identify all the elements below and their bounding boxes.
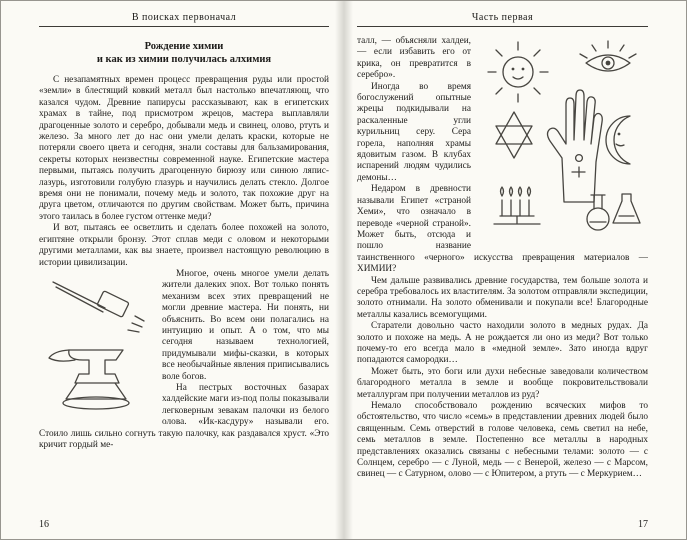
hammer-anvil-illustration: [39, 272, 153, 416]
hammer-icon: [53, 282, 144, 332]
candles-icon: [494, 187, 540, 224]
paragraph: Недаром в древности называли Египет «страной Хеми», что означало в переводе «черной страной». Может быть, отсюда и пошло название таинственного «черного» искусства превращения материалов — ХИМИИ?: [357, 184, 648, 275]
paragraph: Может быть, это боги или духи небесные заведовали количеством благородного металла в земле и вообще покровительствовали металлургам при получении металлов из руд?: [357, 366, 648, 400]
anvil-icon: [49, 350, 129, 409]
paragraph: С незапамятных времен процесс превращения руды или простой «земли» в блестящий ковкий металл был настолько впечатляющ, что казался чудом. Древние папирусы рассказывают, как в египетских храмах в тайне, под присмотром жрецов, мастера выплавляли драгоценные золото и серебро, добывали медь и свинец, олово, ртуть и железо. За много лет до нас они умели делать краски, которые не потеряли своего цвета и сегодня, знали составы для бальзамирования, секреты которых неизвестны современной науке. Египетские мастера первыми, пытаясь получить драгоценную бирюзу или синюю ляпис-лазурь, изготовили голубую глазурь и научились делать стекло. Долгое время они не понимали, почему медь и золото, так похожие друг на друга цветом, отличаются по другим свойствам. Может быть, причина этого таилась в более густом оттенке меди?: [39, 75, 329, 222]
running-head-right-text: Часть первая: [471, 12, 534, 23]
alchemy-illustration: [480, 36, 648, 236]
running-head-left: [39, 12, 329, 27]
paragraph-continuation: талл, — объясняли халдеи, — если избавить его от крика, он превратится в серебро».: [357, 36, 471, 81]
all-seeing-eye-icon: [580, 41, 636, 71]
running-head-rule: [39, 26, 329, 27]
paragraph: Иногда во время богослужений опытные жрецы подкидывали на раскаленные угли курильниц серу. Сера горела, наполняя храмы ядовитым газом. В клубах испарений людям чудились демоны…: [357, 81, 471, 183]
paragraph: Немало способствовало рождению всяческих мифов то обстоятельство, что число «семь» в представлении древних людей было священным. Семь отверстий в голове человека, семь светил на небе, семь металлов в земле. Постепенно все металлы в народных представлениях оказались связаны с небесными телами: золото — с Солнцем, серебро — с Луной, медь — с Венерой, железо — с Марсом, свинец — с Сатурном, олово — с Юпитером, а ртуть — с Меркурием…: [357, 401, 648, 480]
page-number-right: 17: [638, 519, 648, 530]
paragraph: И вот, пытаясь ее осветлить и сделать более похожей на золото, египтяне открыли бронзу. Этот сплав меди с оловом и некоторыми другими металлами, как вы знаете, произвел настоящую революцию в истории цивилизации.: [39, 223, 329, 268]
sun-icon: [488, 42, 548, 102]
paragraph: Многое, очень многое умели делать жители далеких эпох. Вот только понять механизм всех этих превращений не могли древние мастера. Ни понять, ни объяснить. Во всем они полагались на интуицию и опыт. А о том, что мы сегодня называем технологией, придумывали мифы-сказки, в которых все необычайные явления приписывались воле богов.: [162, 268, 329, 382]
chapter-title-line2: и как из химии получилась алхимия: [96, 54, 272, 65]
page-body-left: [39, 36, 329, 510]
paragraph: На пестрых восточных базарах халдейские маги из-под полы показывали легковерным зевакам палочки из белого олова. «Ик-касдуру» называли его. Стоило лишь сильно согнуть такую палочку, как раздавался хруст. «Это кричит гордый ме-: [39, 382, 329, 450]
running-head-rule: [357, 26, 648, 27]
page-body-right: [357, 36, 648, 510]
running-head-right: [357, 12, 648, 27]
hexagram-icon: [496, 112, 532, 158]
page-left: [1, 1, 343, 539]
chapter-title: [39, 40, 329, 66]
flasks-icon: [587, 194, 640, 230]
hand-icon: [548, 90, 603, 202]
paragraph: Чем дальше развивались древние государства, тем больше золота и серебра требовалось их властителям. За золотом отправляли экспедиции, золото отнимали. На золото обменивали и покупали все! Благородные металлы казались всемогущими.: [357, 275, 648, 320]
running-head-left-text: В поисках первоначал: [131, 12, 237, 23]
chapter-title-line1: Рождение химии: [144, 41, 224, 52]
alchemy-svg: [480, 36, 648, 236]
hammer-anvil-svg: [39, 272, 153, 416]
page-right: [343, 1, 686, 539]
crescent-moon-icon: [606, 116, 630, 164]
page-number-left: 16: [39, 519, 49, 530]
paragraph: Старатели довольно часто находили золото в медных рудах. Да золото и похоже на медь. А не рождается ли оно из меди? Вот только почему-то его всегда мало в «медной земле». Зато иногда вдруг попадаются самородки…: [357, 321, 648, 366]
